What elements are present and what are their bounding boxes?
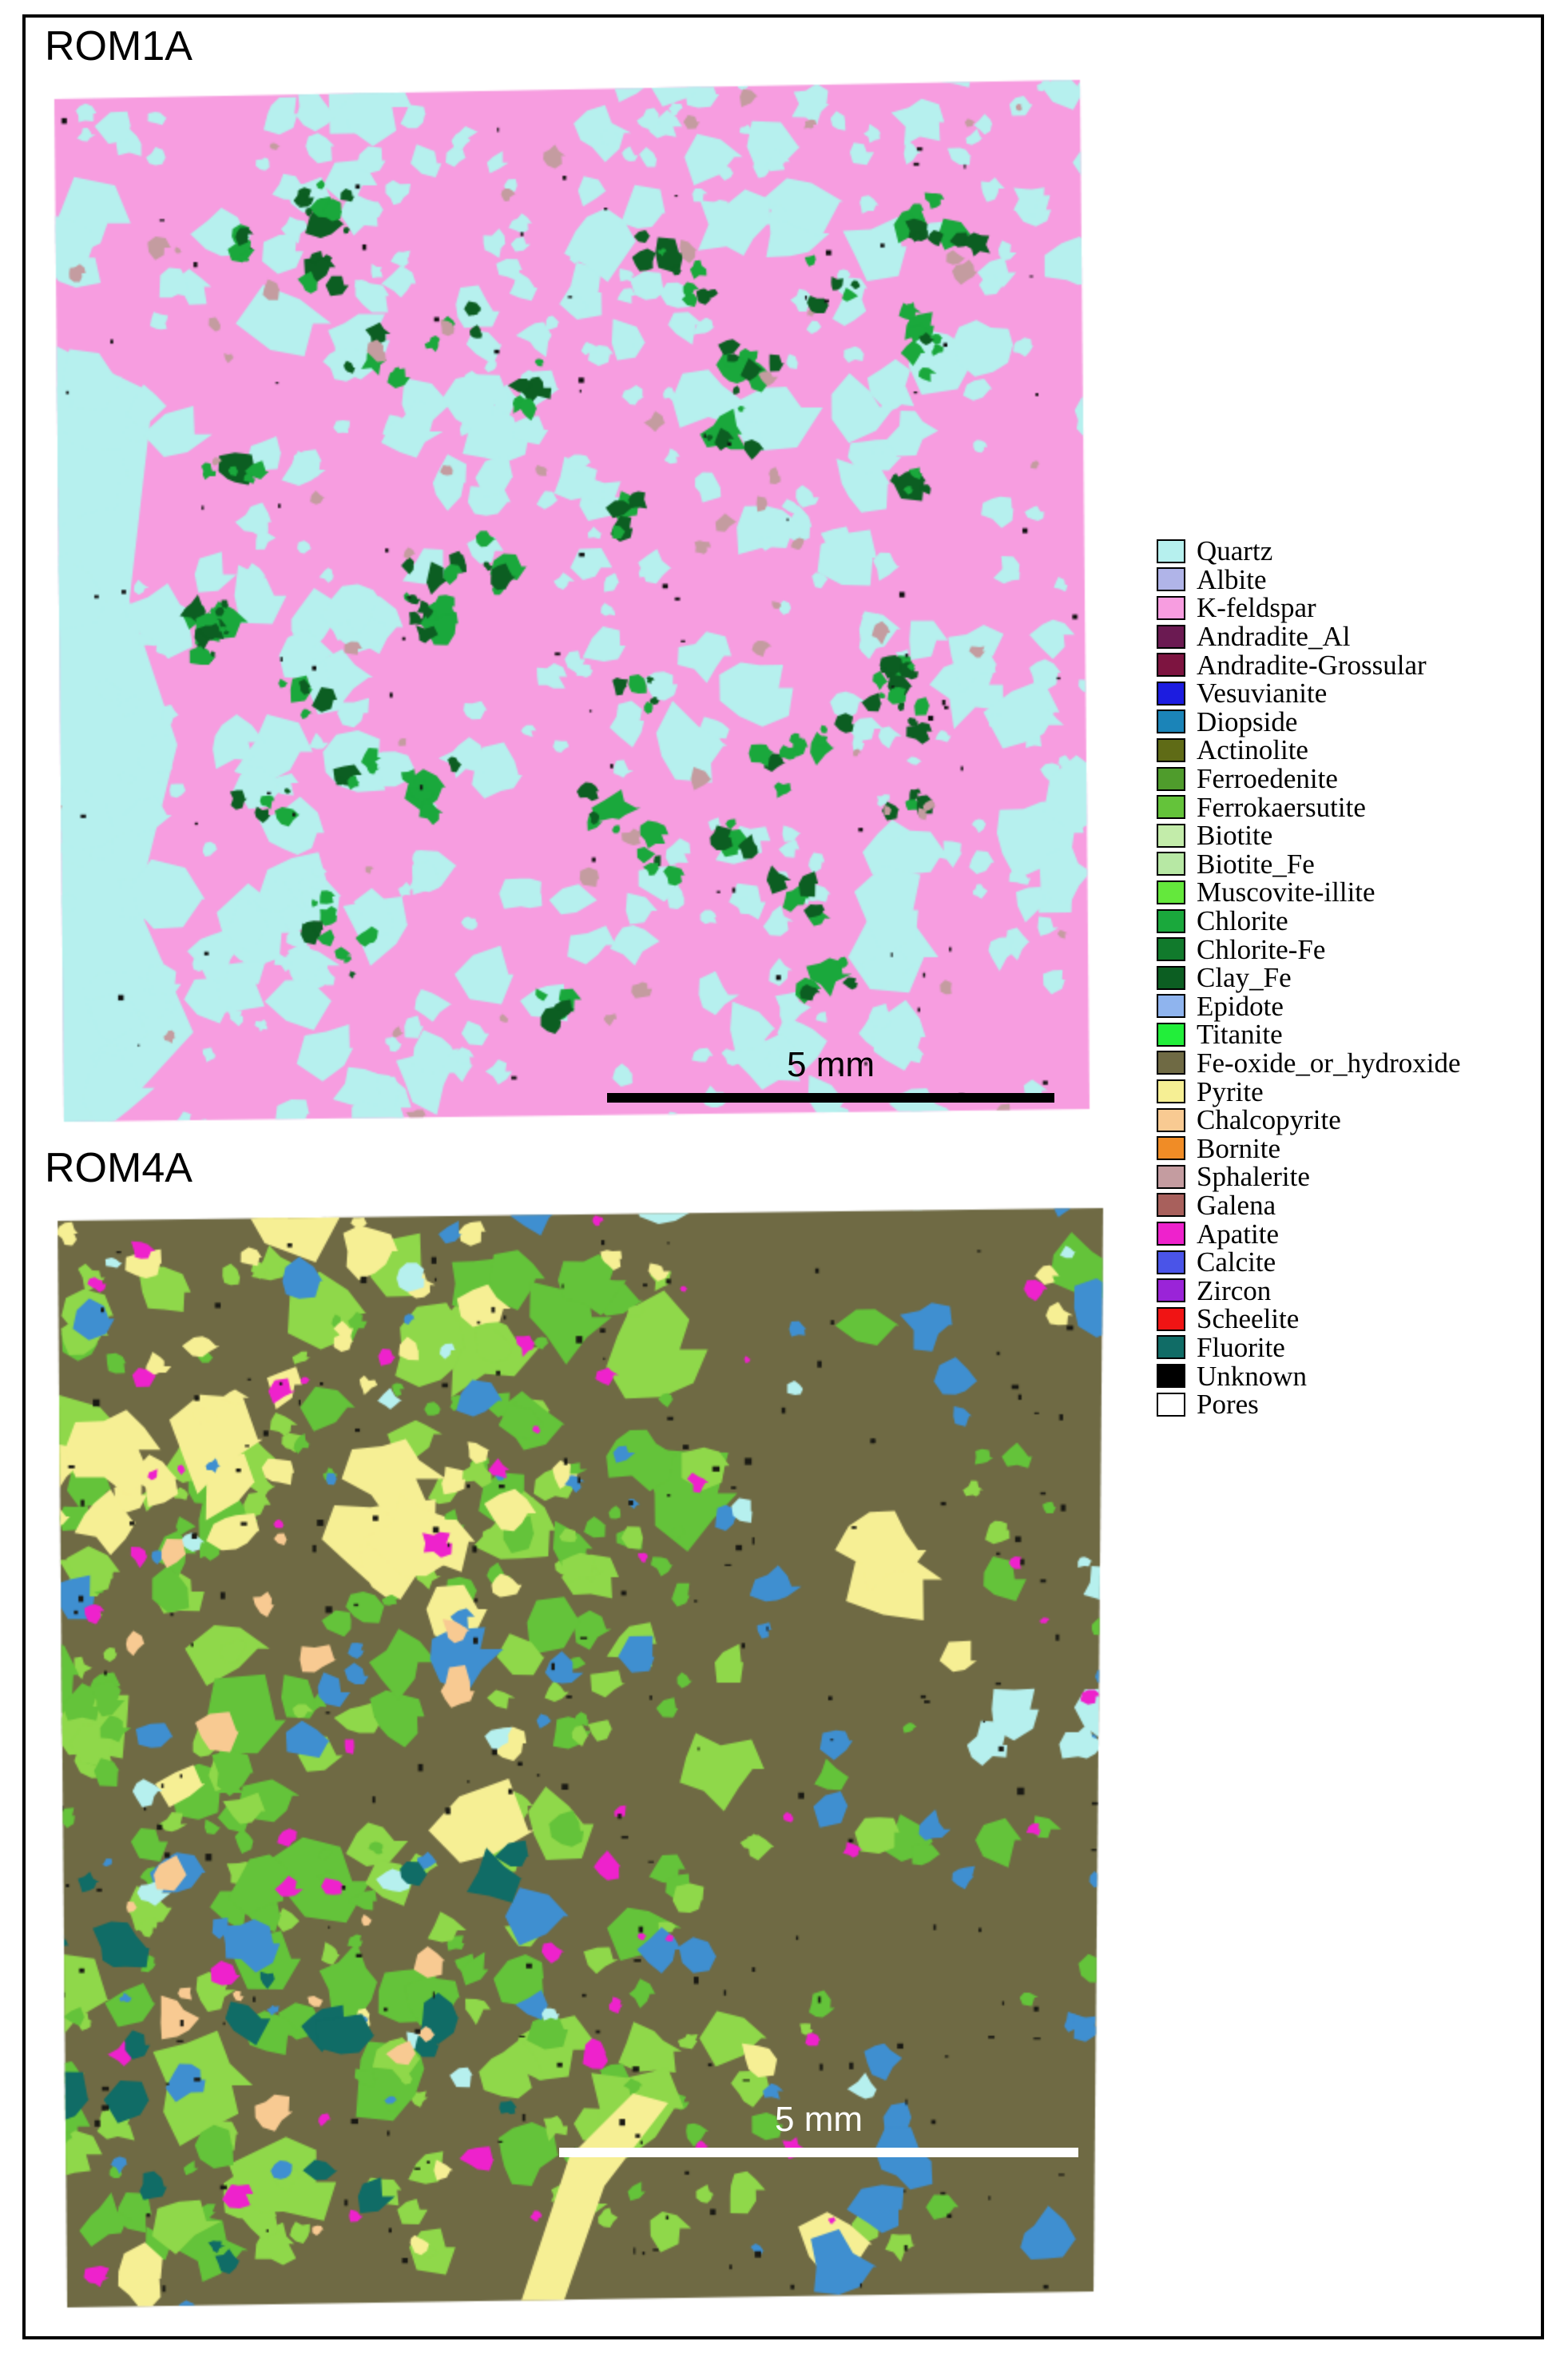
scalebar-rom4a: [559, 2085, 1078, 2157]
legend-item: [1157, 1163, 1532, 1191]
legend-swatch: [1157, 625, 1185, 649]
scalebar-rom1a-label: 5 mm: [787, 1045, 875, 1084]
legend-swatch: [1157, 1023, 1185, 1047]
panel-label-rom1a: ROM1A: [45, 23, 193, 70]
legend-swatch: [1157, 852, 1185, 876]
legend-swatch: [1157, 653, 1185, 677]
legend-swatch: [1157, 1165, 1185, 1189]
mineral-map-rom1a: [42, 74, 1096, 1128]
legend-item: [1157, 935, 1532, 964]
scalebar-rom1a-bar: [607, 1093, 1054, 1103]
legend-label: Ferrokaersutite: [1197, 791, 1366, 823]
legend-item: [1157, 708, 1532, 737]
legend-item: [1157, 1331, 1532, 1363]
legend-item: [1157, 907, 1532, 936]
legend-swatch: [1157, 767, 1185, 791]
legend-item: [1157, 1248, 1532, 1277]
legend-item: [1157, 878, 1532, 907]
legend-label: Chalcopyrite: [1197, 1104, 1341, 1136]
legend-swatch: [1157, 937, 1185, 961]
legend-label: Zircon: [1197, 1274, 1272, 1306]
legend-item: [1157, 736, 1532, 765]
legend-swatch: [1157, 1278, 1185, 1302]
legend-swatch: [1157, 567, 1185, 591]
legend-swatch: [1157, 539, 1185, 563]
legend-item: [1157, 1191, 1532, 1220]
panel-label-rom4a: ROM4A: [45, 1145, 193, 1191]
legend-label: Galena: [1197, 1189, 1276, 1221]
legend-label: Actinolite: [1197, 734, 1308, 766]
scalebar-rom1a: [607, 1031, 1054, 1103]
legend-label: K-feldspar: [1197, 592, 1316, 624]
legend-item: [1157, 1077, 1532, 1106]
legend-label: Scheelite: [1197, 1303, 1300, 1335]
legend-item: [1157, 1134, 1532, 1163]
legend-label: Muscovite-illite: [1197, 876, 1375, 908]
legend-label: Pores: [1197, 1389, 1259, 1421]
legend-item: [1157, 679, 1532, 708]
legend-label: Biotite: [1197, 820, 1273, 852]
legend-label: Andradite-Grossular: [1197, 649, 1427, 681]
legend-label: Quartz: [1197, 535, 1273, 567]
legend-item: [1157, 850, 1532, 879]
legend-label: Fluorite: [1197, 1331, 1285, 1363]
legend-label: Chlorite: [1197, 905, 1288, 937]
legend-swatch: [1157, 709, 1185, 733]
mineral-legend: [1157, 535, 1532, 1421]
legend-swatch: [1157, 824, 1185, 848]
legend-label: Sphalerite: [1197, 1161, 1310, 1193]
legend-label: Epidote: [1197, 990, 1284, 1022]
legend-label: Vesuvianite: [1197, 678, 1328, 709]
legend-item: [1157, 1361, 1532, 1390]
legend-label: Pyrite: [1197, 1075, 1264, 1107]
legend-item: [1157, 765, 1532, 793]
legend-item: [1157, 1219, 1532, 1248]
legend-label: Bornite: [1197, 1132, 1280, 1164]
legend-swatch: [1157, 1307, 1185, 1331]
legend-label: Biotite_Fe: [1197, 848, 1315, 880]
legend-item: [1157, 1049, 1532, 1078]
legend-label: Diopside: [1197, 706, 1298, 737]
legend-label: Albite: [1197, 563, 1267, 595]
legend-swatch: [1157, 795, 1185, 819]
scalebar-rom4a-bar: [559, 2148, 1078, 2157]
legend-swatch: [1157, 682, 1185, 706]
legend-item: [1157, 1020, 1532, 1049]
legend-label: Clay_Fe: [1197, 962, 1292, 994]
legend-item: [1157, 821, 1532, 850]
legend-swatch: [1157, 1393, 1185, 1417]
legend-swatch: [1157, 1222, 1185, 1246]
legend-item: [1157, 594, 1532, 622]
legend-item: [1157, 622, 1532, 651]
legend-label: Calcite: [1197, 1246, 1276, 1278]
legend-swatch: [1157, 1193, 1185, 1217]
legend-label: Ferroedenite: [1197, 763, 1338, 795]
legend-swatch: [1157, 1108, 1185, 1132]
legend-swatch: [1157, 1051, 1185, 1075]
legend-label: Fe-oxide_or_hydroxide: [1197, 1047, 1461, 1079]
legend-swatch: [1157, 1335, 1185, 1359]
legend-label: Apatite: [1197, 1218, 1280, 1250]
legend-item: [1157, 1276, 1532, 1305]
legend-swatch: [1157, 1136, 1185, 1160]
legend-item: [1157, 1390, 1532, 1419]
legend-item: [1157, 537, 1532, 566]
legend-label: Chlorite-Fe: [1197, 933, 1326, 965]
legend-item: [1157, 1106, 1532, 1135]
mineral-map-rom1a-canvas: [42, 74, 1096, 1128]
legend-label: Unknown: [1197, 1360, 1308, 1392]
legend-label: Andradite_Al: [1197, 621, 1351, 653]
legend-swatch: [1157, 1079, 1185, 1103]
legend-swatch: [1157, 1250, 1185, 1274]
legend-swatch: [1157, 596, 1185, 620]
legend-swatch: [1157, 994, 1185, 1018]
legend-label: Titanite: [1197, 1019, 1283, 1051]
legend-swatch: [1157, 738, 1185, 762]
legend-swatch: [1157, 880, 1185, 904]
scalebar-rom4a-label: 5 mm: [775, 2100, 863, 2139]
legend-swatch: [1157, 1364, 1185, 1388]
legend-item: [1157, 793, 1532, 821]
legend-item: [1157, 650, 1532, 679]
legend-item: [1157, 1305, 1532, 1334]
legend-item: [1157, 992, 1532, 1021]
legend-swatch: [1157, 966, 1185, 990]
legend-item: [1157, 563, 1532, 595]
legend-swatch: [1157, 909, 1185, 933]
legend-item: [1157, 964, 1532, 992]
